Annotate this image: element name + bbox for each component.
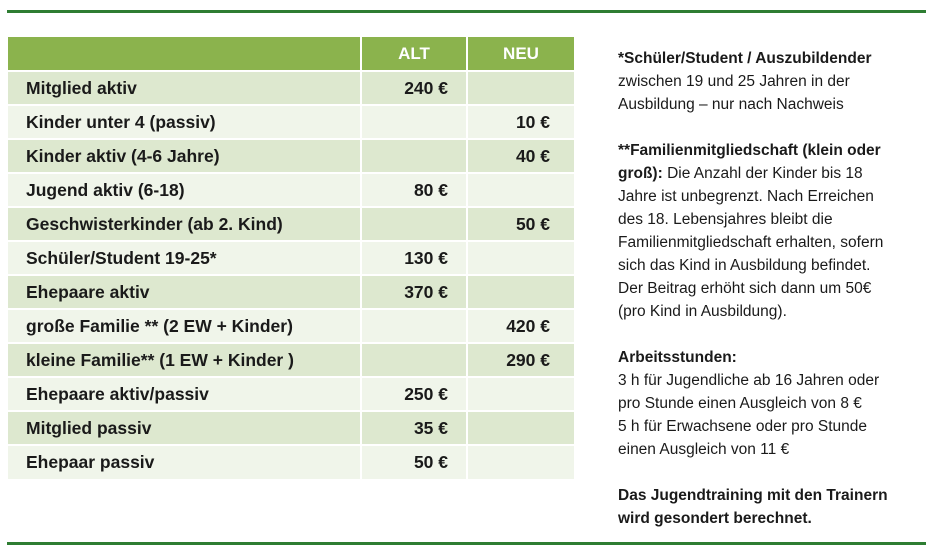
header-label <box>8 37 361 71</box>
row-neu-price <box>467 377 574 411</box>
table-row <box>8 275 574 309</box>
row-label: Kinder aktiv (4-6 Jahre) <box>8 139 361 173</box>
row-neu-price <box>467 71 574 105</box>
note-training <box>618 484 930 530</box>
table-row <box>8 71 574 105</box>
row-label: kleine Familie** (1 EW + Kinder ) <box>8 343 361 377</box>
note-text-line: des 18. Lebensjahres bleibt die <box>618 211 833 228</box>
row-alt-price <box>361 309 467 343</box>
row-label: große Familie ** (2 EW + Kinder) <box>8 309 361 343</box>
row-alt-price <box>361 207 467 241</box>
row-alt-price: 50 € <box>361 445 467 479</box>
note-text-line: sich das Kind in Ausbildung befindet. <box>618 257 871 274</box>
table-row <box>8 377 574 411</box>
note-text-line: Familienmitgliedschaft erhalten, sofern <box>618 234 884 251</box>
row-alt-price <box>361 139 467 173</box>
note-training-line: wird gesondert berechnet. <box>618 510 812 527</box>
note-family-title: **Familienmitgliedschaft (klein oder <box>618 142 881 159</box>
table-row <box>8 445 574 479</box>
row-alt-price <box>361 343 467 377</box>
table-row <box>8 343 574 377</box>
row-label: Ehepaare aktiv <box>8 275 361 309</box>
note-work-hours <box>618 346 930 461</box>
table-row <box>8 309 574 343</box>
note-training-line: Das Jugendtraining mit den Trainern <box>618 487 888 504</box>
note-text-line: pro Stunde einen Ausgleich von 8 € <box>618 395 862 412</box>
note-family-title-line2 <box>618 162 930 185</box>
row-neu-price: 40 € <box>467 139 574 173</box>
row-alt-price <box>361 105 467 139</box>
row-alt-price: 250 € <box>361 377 467 411</box>
row-neu-price <box>467 173 574 207</box>
header-alt: ALT <box>361 37 467 71</box>
row-neu-price <box>467 275 574 309</box>
note-family <box>618 139 930 323</box>
row-alt-price: 130 € <box>361 241 467 275</box>
row-label: Schüler/Student 19-25* <box>8 241 361 275</box>
row-neu-price <box>467 241 574 275</box>
fee-table <box>8 37 574 479</box>
row-alt-price: 240 € <box>361 71 467 105</box>
row-neu-price <box>467 445 574 479</box>
note-text-line: Der Beitrag erhöht sich dann um 50€ <box>618 280 872 297</box>
note-text-line: Jahre ist unbegrenzt. Nach Erreichen <box>618 188 874 205</box>
row-alt-price: 80 € <box>361 173 467 207</box>
row-label: Ehepaar passiv <box>8 445 361 479</box>
table-header-row <box>8 37 574 71</box>
row-neu-price: 50 € <box>467 207 574 241</box>
note-family-title-bold: groß): <box>618 165 663 182</box>
table-row <box>8 139 574 173</box>
row-alt-price: 370 € <box>361 275 467 309</box>
note-text-line: 5 h für Erwachsene oder pro Stunde <box>618 418 868 435</box>
row-alt-price: 35 € <box>361 411 467 445</box>
row-label: Mitglied aktiv <box>8 71 361 105</box>
row-label: Kinder unter 4 (passiv) <box>8 105 361 139</box>
note-text-line: 3 h für Jugendliche ab 16 Jahren oder <box>618 372 880 389</box>
note-work-title: Arbeitsstunden: <box>618 349 737 366</box>
note-text-inline: Die Anzahl der Kinder bis 18 <box>662 165 863 182</box>
row-label: Jugend aktiv (6-18) <box>8 173 361 207</box>
note-student-title: *Schüler/Student / Auszubildender <box>618 50 872 67</box>
note-text-line: einen Ausgleich von 11 € <box>618 441 790 458</box>
note-student <box>618 47 930 116</box>
row-neu-price <box>467 411 574 445</box>
row-label: Geschwisterkinder (ab 2. Kind) <box>8 207 361 241</box>
header-neu: NEU <box>467 37 574 71</box>
table-row <box>8 105 574 139</box>
table-row <box>8 207 574 241</box>
row-neu-price: 290 € <box>467 343 574 377</box>
table-row <box>8 173 574 207</box>
top-divider <box>7 10 926 13</box>
row-label: Ehepaare aktiv/passiv <box>8 377 361 411</box>
note-text-line: Ausbildung – nur nach Nachweis <box>618 96 844 113</box>
table-row <box>8 241 574 275</box>
note-text-line: (pro Kind in Ausbildung). <box>618 303 787 320</box>
row-neu-price: 10 € <box>467 105 574 139</box>
bottom-divider <box>7 542 926 545</box>
note-text-line: zwischen 19 und 25 Jahren in der <box>618 73 850 90</box>
row-neu-price: 420 € <box>467 309 574 343</box>
notes-panel <box>618 47 930 553</box>
row-label: Mitglied passiv <box>8 411 361 445</box>
table-row <box>8 411 574 445</box>
